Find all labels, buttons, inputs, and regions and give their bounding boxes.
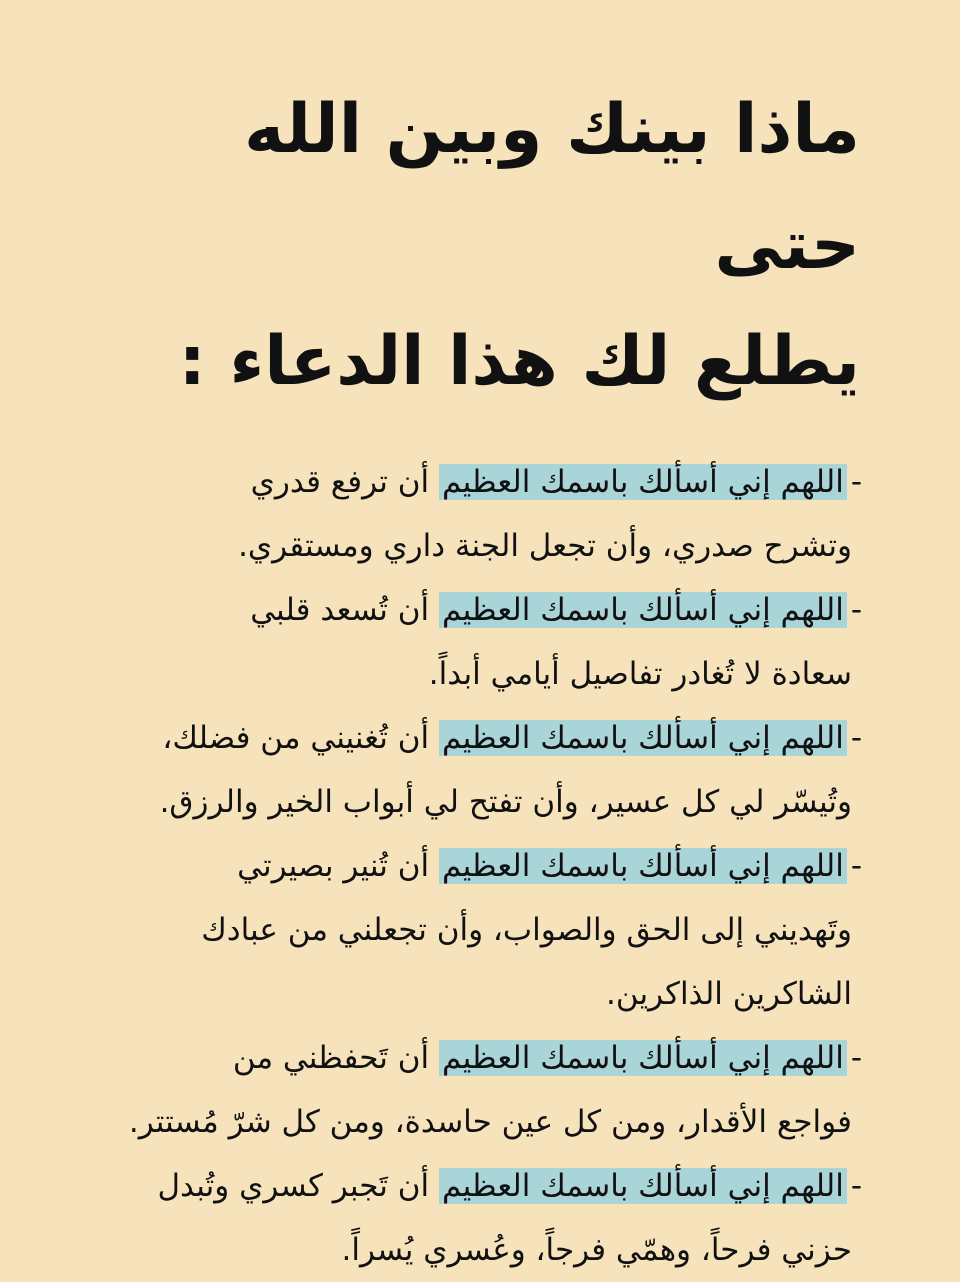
highlighted-invocation: اللهم إني أسألك باسمك العظيم — [439, 1168, 847, 1204]
prayer-continuation: الشاكرين الذاكرين. — [606, 976, 852, 1012]
bullet-dash: - — [850, 592, 862, 628]
highlighted-invocation: اللهم إني أسألك باسمك العظيم — [439, 720, 847, 756]
prayer-first-line — [96, 578, 860, 642]
prayer-item — [96, 450, 860, 578]
page-title — [96, 72, 860, 420]
prayer-continuation: سعادة لا تُغادر تفاصيل أيامي أبداً. — [428, 656, 852, 692]
highlighted-invocation: اللهم إني أسألك باسمك العظيم — [439, 848, 847, 884]
bullet-dash: - — [850, 464, 862, 500]
prayer-continuation: وتُيسّر لي كل عسير، وأن تفتح لي أبواب الخير والرزق. — [159, 784, 852, 820]
title-line-2: يطلع لك هذا الدعاء : — [178, 322, 860, 401]
prayer-item — [96, 706, 860, 834]
prayer-item — [96, 578, 860, 706]
prayer-first-line — [96, 1154, 860, 1218]
bullet-dash: - — [850, 1040, 862, 1076]
highlighted-invocation: اللهم إني أسألك باسمك العظيم — [439, 592, 847, 628]
prayer-continuation: حزني فرحاً، وهمّي فرجاً، وعُسري يُسراً. — [341, 1232, 852, 1268]
prayer-first-line — [96, 1026, 860, 1090]
highlighted-invocation: اللهم إني أسألك باسمك العظيم — [439, 1040, 847, 1076]
prayer-item — [96, 834, 860, 1026]
prayer-request: أن تُغنيني من فضلك، — [162, 720, 439, 756]
title-line-1: ماذا بينك وبين الله حتى — [244, 90, 860, 285]
prayer-request: أن تُسعد قلبي — [250, 592, 439, 628]
prayer-continuation: وتشرح صدري، وأن تجعل الجنة داري ومستقري. — [238, 528, 852, 564]
prayer-first-line — [96, 450, 860, 514]
prayer-continuation: وتَهديني إلى الحق والصواب، وأن تجعلني من عبادك — [201, 912, 852, 948]
prayer-request: أن تُنير بصيرتي — [237, 848, 439, 884]
bullet-dash: - — [850, 1168, 862, 1204]
bullet-dash: - — [850, 720, 862, 756]
prayer-item — [96, 1026, 860, 1154]
prayer-first-line — [96, 834, 860, 898]
prayer-item — [96, 1154, 860, 1282]
prayer-request: أن تَجبر كسري وتُبدل — [157, 1168, 439, 1204]
bullet-dash: - — [850, 848, 862, 884]
prayer-request: أن ترفع قدري — [250, 464, 439, 500]
prayer-list — [96, 450, 860, 1282]
prayer-continuation: فواجع الأقدار، ومن كل عين حاسدة، ومن كل شرّ مُستتر. — [128, 1104, 852, 1140]
prayer-request: أن تَحفظني من — [232, 1040, 439, 1076]
prayer-first-line — [96, 706, 860, 770]
highlighted-invocation: اللهم إني أسألك باسمك العظيم — [439, 464, 847, 500]
